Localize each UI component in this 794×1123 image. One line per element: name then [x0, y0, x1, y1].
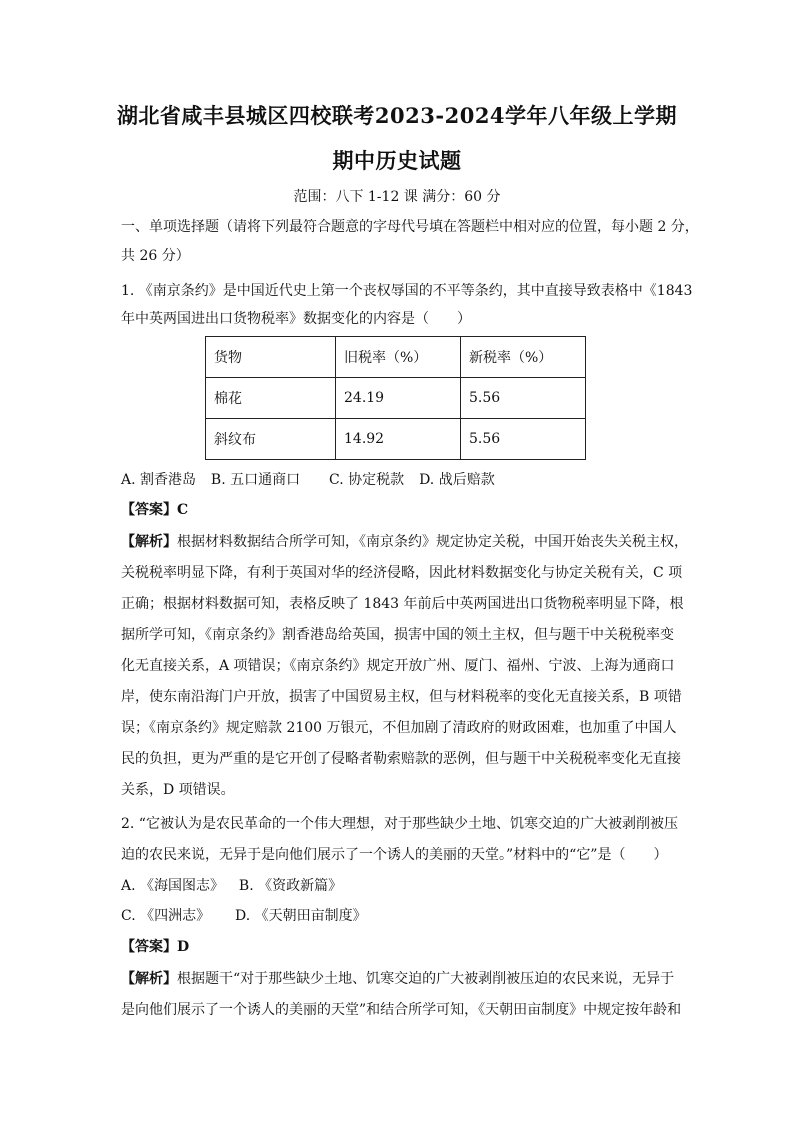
table-header-row: [206, 337, 586, 378]
q1-option-d: D. 战后赔款: [419, 472, 495, 488]
q2-analysis-line: 是向他们展示了一个诱人的美丽的天堂”和结合所学可知，《天朝田亩制度》中规定按年龄和: [121, 1002, 682, 1018]
q2-option-a: A. 《海国图志》: [121, 878, 225, 894]
table-header-cell: 新税率（%）: [461, 337, 586, 378]
q1-analysis-line: 关系，D 项错误。: [121, 782, 235, 798]
table-cell: 5.56: [461, 419, 586, 460]
q1-analysis-line: 正确；根据材料数据可知，表格反映了 1843 年前后中英两国进出口货物税率明显下降，根: [121, 596, 684, 612]
exam-meta: 范围：八下 1-12 课 满分：60 分: [293, 189, 501, 205]
q1-analysis-line: 岸，使东南沿海门户开放，损害了中国贸易主权，但与材料税率的变化无直接关系，B 项错: [121, 689, 682, 705]
q1-option-c: C. 协定税款: [329, 472, 405, 488]
q1-analysis-line: [121, 532, 688, 552]
q1-option-b: B. 五口通商口: [210, 472, 301, 488]
q1-analysis-text: 根据材料数据结合所学可知，《南京条约》规定协定关税，中国开始丧失关税主权，: [177, 534, 688, 550]
q1-analysis-line: 民的负担，更为严重的是它开创了侵略者勒索赔款的恶例，但与题干中关税税率变化无直接: [121, 751, 681, 767]
section-heading-line-2: 共 26 分）: [121, 248, 190, 264]
q2-option-d: D. 《天朝田亩制度》: [235, 908, 367, 924]
section-heading-line-1: 一、单项选择题（请将下列最符合题意的字母代号填在答题栏中相对应的位置，每小题 2 分，: [121, 219, 699, 235]
table-cell: 斜纹布: [206, 419, 336, 460]
table-header-cell: 旧税率（%）: [336, 337, 461, 378]
q1-options: [121, 470, 495, 490]
q2-analysis-label: 【解析】: [121, 971, 177, 987]
q2-options-row-1: [121, 876, 342, 896]
title-line-1: 湖北省咸丰县城区四校联考2023-2024学年八年级上学期: [116, 103, 678, 128]
table-row: [206, 378, 586, 419]
q2-stem-line-1: 2. “它被认为是农民革命的一个伟大理想，对于那些缺少土地、饥寒交迫的广大被剥削被压: [121, 816, 678, 832]
q1-analysis-line: 化无直接关系，A 项错误；《南京条约》规定开放广州、厦门、福州、宁波、上海为通商口: [121, 658, 675, 674]
q2-options-row-2: [121, 906, 367, 926]
q1-stem-line-2: 年中英两国进出口货物税率》数据变化的内容是（ ）: [121, 311, 471, 327]
q2-option-b: B. 《资政新篇》: [238, 878, 343, 894]
q1-analysis-line: 误；《南京条约》规定赔款 2100 万银元，不但加剧了清政府的财政困难，也加重了中国人: [121, 720, 677, 736]
table-cell: 24.19: [336, 378, 461, 419]
q1-answer: 【答案】C: [121, 502, 189, 518]
table-cell: 5.56: [461, 378, 586, 419]
tax-rate-table: [205, 336, 586, 460]
table-header-cell: 货物: [206, 337, 336, 378]
q2-option-c: C. 《四洲志》: [121, 908, 211, 924]
q1-analysis-line: 关税税率明显下降，有利于英国对华的经济侵略，因此材料数据变化与协定关税有关，C 项: [121, 565, 683, 581]
q1-stem-line-1: 1. 《南京条约》是中国近代史上第一个丧权辱国的不平等条约，其中直接导致表格中《1843: [121, 283, 693, 299]
q2-answer: 【答案】D: [121, 939, 190, 955]
table-row: [206, 419, 586, 460]
q2-stem-line-2: 迫的农民来说，无异于是向他们展示了一个诱人的美丽的天堂。”材料中的“它”是（ ）: [121, 847, 668, 863]
title-line-2: 期中历史试题: [332, 148, 462, 173]
q1-option-a: A. 割香港岛: [121, 472, 197, 488]
table-cell: 棉花: [206, 378, 336, 419]
q2-analysis-text: 根据题干“对于那些缺少土地、饥寒交迫的广大被剥削被压迫的农民来说，无异于: [177, 971, 675, 987]
table-cell: 14.92: [336, 419, 461, 460]
q1-analysis-line: 据所学可知，《南京条约》割香港岛给英国，损害中国的领土主权，但与题干中关税税率变: [121, 627, 674, 643]
q2-analysis-line: [121, 969, 674, 989]
q1-analysis-label: 【解析】: [121, 534, 177, 550]
